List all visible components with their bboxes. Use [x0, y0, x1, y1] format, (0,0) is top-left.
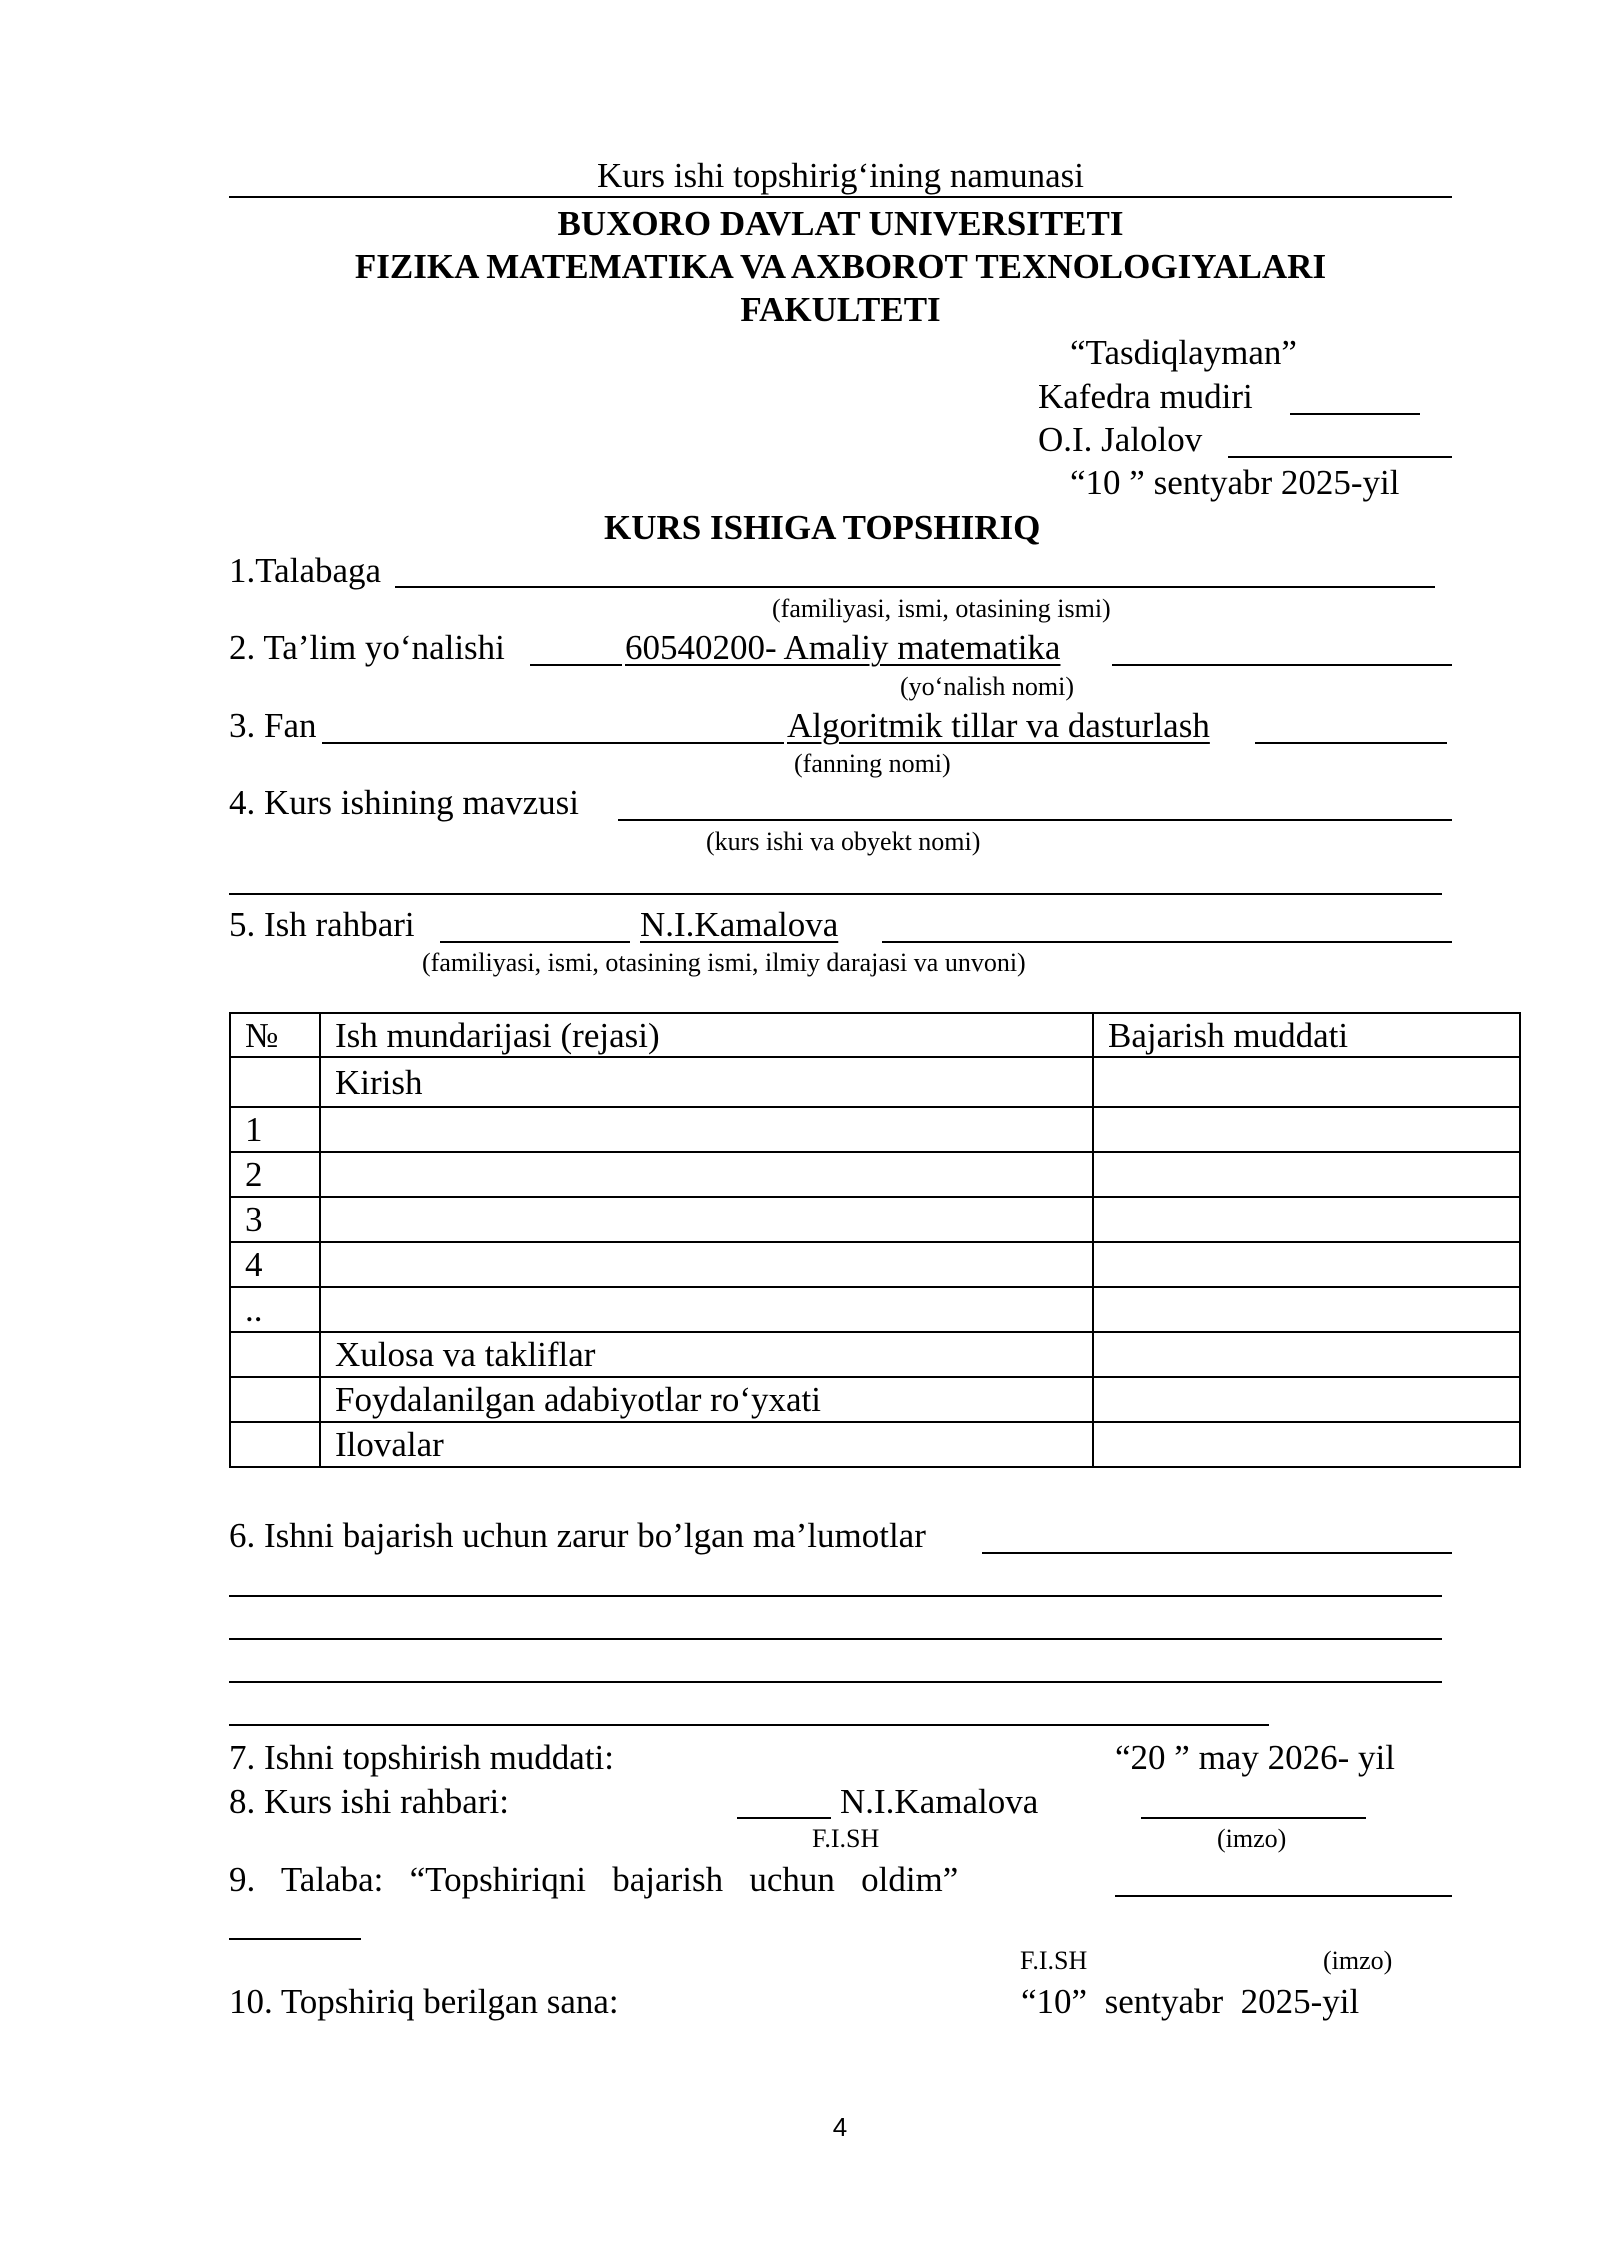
- plan-cell-number: ..: [230, 1287, 320, 1332]
- item8-sign-caption: (imzo): [1217, 1824, 1287, 1853]
- plan-row: [230, 1287, 1520, 1332]
- item10-label: 10. Topshiriq berilgan sana:: [229, 1982, 619, 2021]
- plan-cell-deadline: [1093, 1242, 1520, 1287]
- supervisor-label: 5. Ish rahbari: [229, 905, 415, 944]
- plan-row: [230, 1197, 1520, 1242]
- document-title: KURS ISHIGA TOPSHIRIQ: [604, 508, 1041, 547]
- plan-cell-content: [320, 1197, 1093, 1242]
- item8-name-caption: F.I.SH: [812, 1824, 880, 1853]
- direction-value: 60540200- Amaliy matematika: [625, 628, 1061, 667]
- item10-date: “10” sentyabr 2025-yil: [1021, 1982, 1360, 2021]
- faculty-line-2: FAKULTETI: [740, 290, 941, 329]
- item9-line-2: [229, 1938, 361, 1940]
- item9-label: 9. Talaba: “Topshiriqni bajarish uchun oldim”: [229, 1860, 959, 1899]
- item9-name-caption: F.I.SH: [1020, 1946, 1088, 1975]
- topic-line-2: [229, 893, 1442, 895]
- plan-cell-deadline: [1093, 1332, 1520, 1377]
- approval-date: “10 ” sentyabr 2025-yil: [1070, 463, 1400, 502]
- page-number: 4: [832, 2112, 848, 2142]
- plan-row: [230, 1377, 1520, 1422]
- item6-line-5: [229, 1724, 1269, 1726]
- item8-name: N.I.Kamalova: [840, 1782, 1039, 1821]
- item6-line-4: [229, 1681, 1442, 1683]
- plan-cell-number: [230, 1332, 320, 1377]
- topic-label: 4. Kurs ishining mavzusi: [229, 783, 579, 822]
- topic-line: [618, 819, 1452, 821]
- plan-table-body: [230, 1013, 1520, 1467]
- item6-line-2: [229, 1595, 1442, 1597]
- plan-cell-deadline: [1093, 1152, 1520, 1197]
- supervisor-line-left: [440, 941, 630, 943]
- approval-head-label: Kafedra mudiri: [1038, 377, 1253, 416]
- plan-row: [230, 1107, 1520, 1152]
- supervisor-line-right: [882, 941, 1452, 943]
- plan-cell-content: Ilovalar: [320, 1422, 1093, 1467]
- plan-cell-number: 2: [230, 1152, 320, 1197]
- sample-title: Kurs ishi topshirig‘ining namunasi: [596, 156, 1085, 195]
- plan-cell-content: [320, 1287, 1093, 1332]
- plan-row: [230, 1422, 1520, 1467]
- plan-cell-content: [320, 1242, 1093, 1287]
- student-line: [395, 586, 1435, 588]
- plan-cell-deadline: [1093, 1057, 1520, 1107]
- faculty-line-1: FIZIKA MATEMATIKA VA AXBOROT TEXNOLOGIYALARI: [354, 247, 1327, 286]
- approval-head-name: O.I. Jalolov: [1038, 420, 1203, 459]
- direction-line-left: [530, 664, 622, 666]
- direction-label: 2. Ta’lim yo‘nalishi: [229, 628, 505, 667]
- direction-caption: (yo‘nalish nomi): [900, 672, 1075, 701]
- plan-row: [230, 1332, 1520, 1377]
- student-label: 1.Talabaga: [229, 551, 382, 590]
- header-number: №: [230, 1013, 320, 1057]
- item7-date: “20 ” may 2026- yil: [1115, 1738, 1395, 1777]
- subject-line-left: [322, 742, 784, 744]
- plan-cell-deadline: [1093, 1107, 1520, 1152]
- supervisor-value: N.I.Kamalova: [640, 905, 839, 944]
- subject-caption: (fanning nomi): [794, 749, 951, 778]
- subject-label: 3. Fan: [229, 706, 317, 745]
- item9-sign-caption: (imzo): [1323, 1946, 1393, 1975]
- item8-signature-line: [1141, 1817, 1366, 1819]
- supervisor-caption: (familiyasi, ismi, otasining ismi, ilmiy darajasi va unvoni): [422, 948, 1026, 977]
- plan-cell-number: 1: [230, 1107, 320, 1152]
- item8-label: 8. Kurs ishi rahbari:: [229, 1782, 509, 1821]
- plan-table: [229, 1012, 1521, 1468]
- plan-cell-number: 4: [230, 1242, 320, 1287]
- plan-cell-number: [230, 1377, 320, 1422]
- item8-name-line: [737, 1817, 831, 1819]
- plan-header-row: [230, 1013, 1520, 1057]
- plan-cell-deadline: [1093, 1422, 1520, 1467]
- plan-row: [230, 1152, 1520, 1197]
- item6-line-3: [229, 1638, 1442, 1640]
- head-name-line: [1228, 456, 1452, 458]
- topic-caption: (kurs ishi va obyekt nomi): [706, 827, 981, 856]
- plan-cell-deadline: [1093, 1287, 1520, 1332]
- approval-title: “Tasdiqlayman”: [1070, 333, 1297, 372]
- subject-value: Algoritmik tillar va dasturlash: [787, 706, 1210, 745]
- header-deadline: Bajarish muddati: [1093, 1013, 1520, 1057]
- plan-row: [230, 1242, 1520, 1287]
- plan-cell-content: Foydalanilgan adabiyotlar ro‘yxati: [320, 1377, 1093, 1422]
- header-rule: [229, 196, 1452, 198]
- plan-row: [230, 1057, 1520, 1107]
- header-content: Ish mundarijasi (rejasi): [320, 1013, 1093, 1057]
- plan-cell-content: Kirish: [320, 1057, 1093, 1107]
- student-caption: (familiyasi, ismi, otasining ismi): [772, 594, 1111, 623]
- item6-label: 6. Ishni bajarish uchun zarur bo’lgan ma’lumotlar: [229, 1516, 926, 1555]
- plan-cell-number: 3: [230, 1197, 320, 1242]
- plan-cell-content: [320, 1152, 1093, 1197]
- item7-label: 7. Ishni topshirish muddati:: [229, 1738, 614, 1777]
- plan-cell-content: [320, 1107, 1093, 1152]
- plan-cell-number: [230, 1422, 320, 1467]
- head-signature-line: [1290, 413, 1420, 415]
- plan-cell-deadline: [1093, 1377, 1520, 1422]
- direction-line-right: [1112, 664, 1452, 666]
- item9-line-1: [1115, 1895, 1452, 1897]
- university-name: BUXORO DAVLAT UNIVERSITETI: [557, 204, 1124, 243]
- item6-line-1: [982, 1552, 1452, 1554]
- plan-cell-deadline: [1093, 1197, 1520, 1242]
- plan-cell-content: Xulosa va takliflar: [320, 1332, 1093, 1377]
- subject-line-right: [1255, 742, 1447, 744]
- plan-cell-number: [230, 1057, 320, 1107]
